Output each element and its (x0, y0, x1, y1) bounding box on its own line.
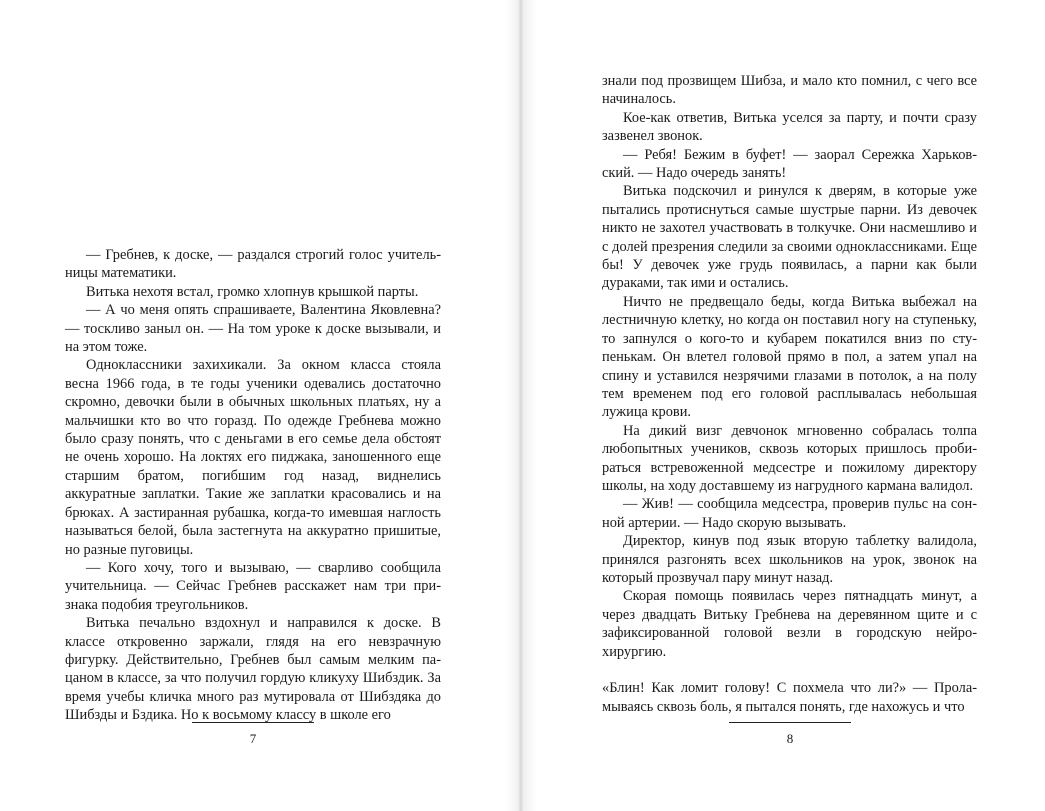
paragraph-continued: знали под прозвищем Шибза, и мало кто помнил, с чего все начиналось. (602, 73, 977, 108)
paragraph: Витька нехотя встал, громко хлопнув крышкой парты. (86, 283, 419, 300)
footer-rule (729, 722, 851, 723)
paragraph: Скорая помощь появилась через пятнадцать минут, а через двадцать Витьку Гребнева на деревянном щите и с зафиксированной головой везли в городскую нейрохирургию. (602, 588, 977, 660)
paragraph: «Блин! Как ломит голову! С похмела что ли?» — Проламываясь сквозь боль, я пытался понять, где нахожусь и что (602, 680, 977, 715)
left-page-text (65, 246, 441, 725)
right-page-text (602, 72, 977, 716)
paragraph: — А чо меня опять спрашиваете, Валентина Яковлевна? — тоскливо заныл он. — На том уроке к доске вызывали, и на этом тоже. (65, 302, 441, 356)
left-page (0, 0, 521, 811)
paragraph: Витька подскочил и ринулся к дверям, в которые уже пытались протиснуться самые шустрые парни. Из девочек никто не захотел участвовать в толкучке. Они насмешливо и с долей презрения следили за своими одноклассниками. Еще бы! У девочек уже грудь появилась, а парни как были дураками, так ими и остались. (602, 183, 977, 292)
paragraph: — Гребнев, к доске, — раздался строгий голос учительницы математики. (65, 247, 441, 282)
paragraph: Кое-как ответив, Витька уселся за парту, и почти сразу зазвенел звонок. (602, 109, 977, 145)
paragraph: — Ребя! Бежим в буфет! — заорал Сережка Харьковский. — Надо очередь занять! (602, 146, 977, 182)
paragraph: Директор, кинув под язык вторую таблетку валидола, принялся разгонять всех школьников на урок, звонок на который прозвучал пару минут назад. (602, 533, 977, 586)
right-page (521, 0, 1045, 811)
paragraph: — Жив! — сообщила медсестра, проверив пульс на сонной артерии. — Надо скорую вызывать. (602, 496, 977, 531)
paragraph: — Кого хочу, того и вызываю, — сварливо сообщила учительница. — Сейчас Гребнев расскажет нам три признака подобия треугольников. (65, 559, 441, 613)
footer-rule (192, 722, 314, 723)
paragraph: Витька печально вздохнул и направился к доске. В классе откровенно заржали, глядя на его невзрачную фигурку. Действительно, Гребнев был самым мелким пацаном в классе, за что получил гордую кликуху Шибздик. За время учебы кличка много раз мутировала от Шибздяка до Шибзды и Бздика. Но к восьмому классу в школе его (65, 615, 441, 724)
page-number: 7 (249, 731, 257, 746)
paragraph: Одноклассники захихикали. За окном класса стояла весна 1966 года, в те годы ученики одевались достаточно скромно, девочки были в обычных школьных платьях, ну а мальчишки кто во что горазд. По одежде Гребнева можно было сразу понять, что с деньгами в его семье дела обстоят не очень хорошо. На локтях его пиджака, заношенного еще старшим братом, погибшим год назад, виднелись аккуратные заплатки. Такие же заплатки красовались и на брюках. А застиранная рубашка, когда-то имевшая наглость называться белой, была застегнута на аккуратно пришитые, но разные пуговицы. (65, 357, 441, 558)
paragraph: Ничто не предвещало беды, когда Витька выбежал на лестничную клетку, но когда он поставил ногу на ступеньку, то запнулся о кого-то и кубарем покатился вниз по ступенькам. Он влетел головой прямо в пол, а затем упал на спину и уставился незрячими глазами в потолок, а на полу тем временем под его головой расплывалась небольшая лужица крови. (602, 293, 977, 421)
paragraph: На дикий визг девчонок мгновенно собралась толпа любопытных учеников, сквозь которых пришлось пробираться встревоженной медсестре и пожилому директору школы, на ходу доставшему из нагрудного кармана валидол. (602, 422, 977, 494)
page-number: 8 (786, 731, 794, 746)
